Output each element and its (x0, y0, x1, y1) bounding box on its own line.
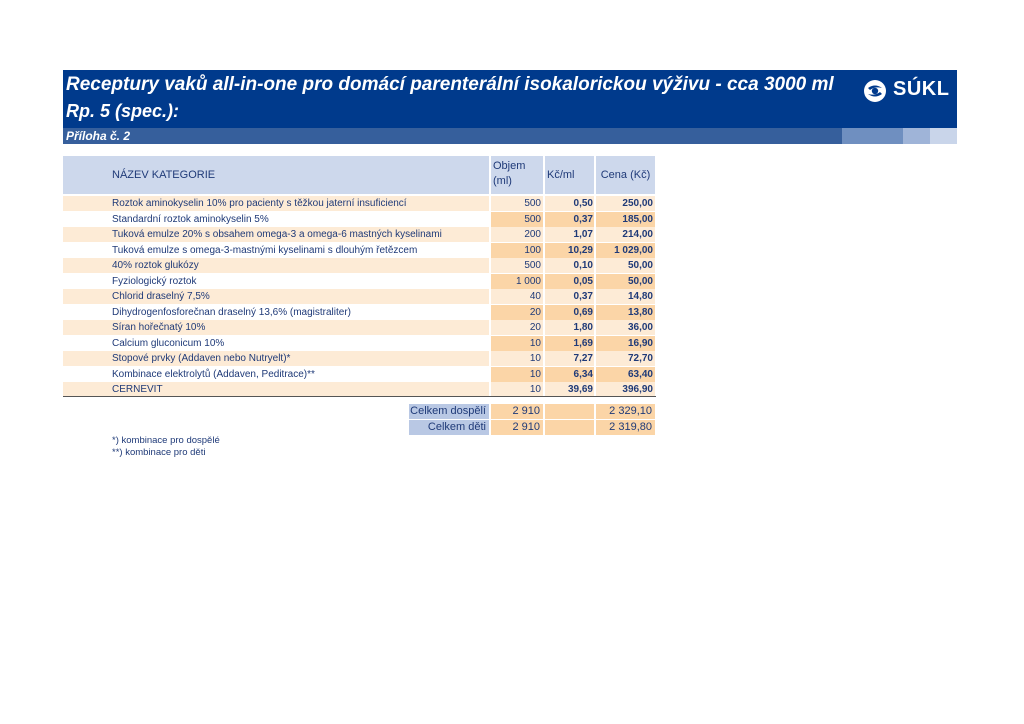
row-volume-cell: 10 (491, 382, 543, 397)
column-header-name: NÁZEV KATEGORIE (109, 156, 489, 194)
row-blank-cell (63, 367, 109, 382)
table-bottom-border (63, 396, 656, 397)
row-blank-cell (63, 227, 109, 242)
row-volume-cell: 100 (491, 243, 543, 258)
row-volume-cell: 20 (491, 320, 543, 335)
row-price-cell: 63,40 (596, 367, 655, 382)
row-price-cell: 72,70 (596, 351, 655, 366)
row-price-cell: 1 029,00 (596, 243, 655, 258)
row-volume-cell: 10 (491, 336, 543, 351)
row-blank-cell (63, 212, 109, 227)
logo-text: SÚKL (893, 78, 950, 100)
total-children-empty (545, 420, 594, 435)
row-blank-cell (63, 305, 109, 320)
row-blank-cell (63, 258, 109, 273)
total-adults-label: Celkem dospělí (409, 404, 489, 419)
table-row (63, 382, 655, 397)
row-price-per-ml-cell: 0,10 (545, 258, 594, 273)
table-row (63, 196, 655, 211)
row-name-cell: Calcium gluconicum 10% (109, 336, 489, 351)
row-price-cell: 36,00 (596, 320, 655, 335)
row-volume-cell: 200 (491, 227, 543, 242)
row-name-cell: Dihydrogenfosforečnan draselný 13,6% (magistraliter) (109, 305, 489, 320)
appendix-label: Příloha č. 2 (66, 129, 131, 143)
decor-segment (930, 128, 957, 144)
footnote-adults: *) kombinace pro dospělé (112, 435, 220, 446)
row-name-cell: Chlorid draselný 7,5% (109, 289, 489, 304)
table-row (63, 258, 655, 273)
row-volume-cell: 1 000 (491, 274, 543, 289)
row-price-cell: 250,00 (596, 196, 655, 211)
total-adults-volume: 2 910 (491, 404, 543, 419)
row-name-cell: Standardní roztok aminokyselin 5% (109, 212, 489, 227)
row-price-per-ml-cell: 7,27 (545, 351, 594, 366)
table-row (63, 243, 655, 258)
row-price-per-ml-cell: 0,50 (545, 196, 594, 211)
row-volume-cell: 20 (491, 305, 543, 320)
row-blank-cell (63, 336, 109, 351)
row-price-per-ml-cell: 39,69 (545, 382, 594, 397)
total-adults-empty (545, 404, 594, 419)
row-name-cell: CERNEVIT (109, 382, 489, 397)
page-subtitle: Rp. 5 (spec.): (66, 101, 180, 121)
row-name-cell: Kombinace elektrolytů (Addaven, Peditrace)** (109, 367, 489, 382)
total-children-price: 2 319,80 (596, 420, 655, 435)
row-name-cell: Stopové prvky (Addaven nebo Nutryelt)* (109, 351, 489, 366)
table-row (63, 320, 655, 335)
row-price-cell: 13,80 (596, 305, 655, 320)
row-price-per-ml-cell: 0,37 (545, 212, 594, 227)
row-name-cell: Roztok aminokyselin 10% pro pacienty s těžkou jaterní insuficiencí (109, 196, 489, 211)
row-volume-cell: 10 (491, 367, 543, 382)
table-row (63, 305, 655, 320)
row-price-cell: 14,80 (596, 289, 655, 304)
row-name-cell: Síran hořečnatý 10% (109, 320, 489, 335)
column-header-price: Cena (Kč) (596, 156, 655, 194)
row-price-cell: 185,00 (596, 212, 655, 227)
row-name-cell: Tuková emulze 20% s obsahem omega-3 a omega-6 mastných kyselinami (109, 227, 489, 242)
total-children-volume: 2 910 (491, 420, 543, 435)
row-blank-cell (63, 289, 109, 304)
appendix-bar (63, 128, 957, 144)
row-price-per-ml-cell: 0,37 (545, 289, 594, 304)
row-price-cell: 214,00 (596, 227, 655, 242)
row-volume-cell: 500 (491, 258, 543, 273)
row-blank-cell (63, 274, 109, 289)
column-header-price-per-ml: Kč/ml (545, 156, 594, 194)
row-volume-cell: 40 (491, 289, 543, 304)
table-row (63, 289, 655, 304)
row-price-per-ml-cell: 10,29 (545, 243, 594, 258)
row-price-cell: 396,90 (596, 382, 655, 397)
row-price-per-ml-cell: 0,05 (545, 274, 594, 289)
row-price-cell: 16,90 (596, 336, 655, 351)
page-title: Receptury vaků all-in-one pro domácí parenterální isokalorickou výživu - cca 3000 ml (66, 74, 834, 95)
row-price-per-ml-cell: 1,07 (545, 227, 594, 242)
row-price-cell: 50,00 (596, 258, 655, 273)
row-price-cell: 50,00 (596, 274, 655, 289)
row-blank-cell (63, 243, 109, 258)
column-header-volume (491, 156, 543, 194)
row-blank-cell (63, 196, 109, 211)
row-volume-cell: 10 (491, 351, 543, 366)
header-blank-cell (63, 156, 109, 194)
table-row (63, 351, 655, 366)
total-adults-price: 2 329,10 (596, 404, 655, 419)
row-blank-cell (63, 382, 109, 397)
total-children-label: Celkem děti (409, 420, 489, 435)
row-price-per-ml-cell: 0,69 (545, 305, 594, 320)
row-price-per-ml-cell: 1,69 (545, 336, 594, 351)
table-row (63, 336, 655, 351)
row-name-cell: Fyziologický roztok (109, 274, 489, 289)
row-blank-cell (63, 320, 109, 335)
table-row (63, 367, 655, 382)
table-row (63, 227, 655, 242)
table-row (63, 212, 655, 227)
footnote-children: **) kombinace pro děti (112, 447, 206, 458)
row-name-cell: Tuková emulze s omega-3-mastnými kyselinami s dlouhým řetězcem (109, 243, 489, 258)
row-blank-cell (63, 351, 109, 366)
column-header-volume-line1: Objem (493, 160, 526, 172)
row-name-cell: 40% roztok glukózy (109, 258, 489, 273)
row-price-per-ml-cell: 6,34 (545, 367, 594, 382)
decor-segment (903, 128, 930, 144)
row-price-per-ml-cell: 1,80 (545, 320, 594, 335)
decor-segment (842, 128, 903, 144)
column-header-volume-line2: (ml) (493, 175, 512, 187)
table-row (63, 274, 655, 289)
row-volume-cell: 500 (491, 196, 543, 211)
row-volume-cell: 500 (491, 212, 543, 227)
